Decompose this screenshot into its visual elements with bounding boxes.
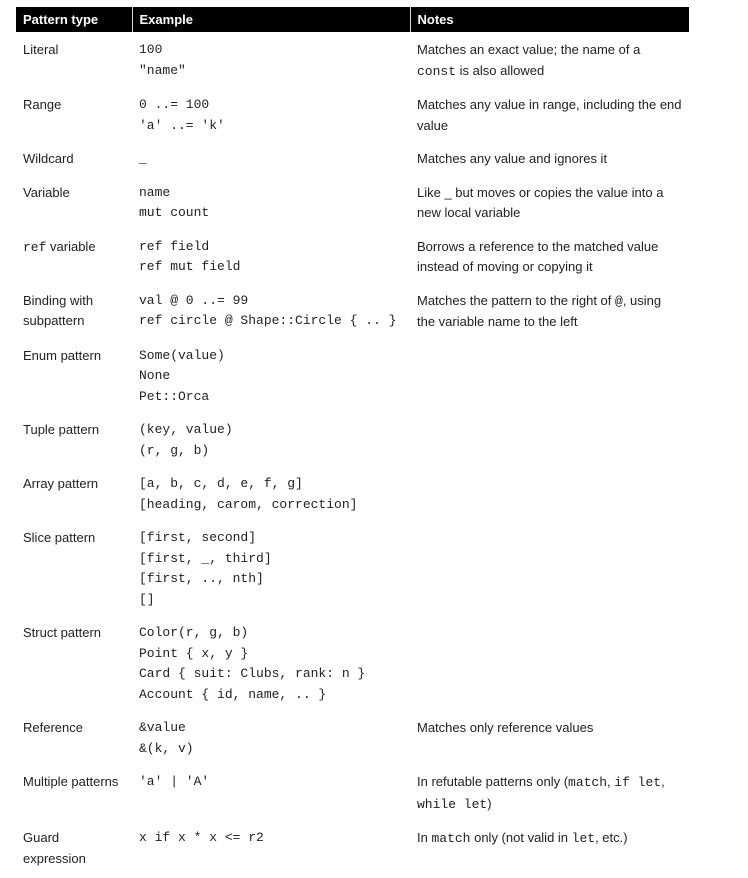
- notes-text: Matches only reference values: [417, 720, 594, 735]
- example-cell: [132, 87, 410, 141]
- table-row: [16, 32, 689, 87]
- notes-text: Like _ but moves or copies the value into a new local variable: [417, 184, 664, 220]
- notes-cell: [410, 175, 689, 229]
- pattern-type-cell: [16, 283, 132, 338]
- pattern-type-text: Literal: [23, 42, 59, 57]
- example-line: (r, g, b): [139, 442, 210, 458]
- example-line: 0 ..= 100: [139, 97, 210, 112]
- pattern-type-text: Array pattern: [23, 476, 99, 491]
- example-line: Point { x, y }: [139, 645, 249, 661]
- notes-text: ,: [661, 774, 665, 789]
- notes-cell: [410, 412, 689, 466]
- notes-text: , using the variable name to the left: [417, 292, 662, 329]
- pattern-type-cell: [16, 229, 132, 283]
- code-term: while let: [417, 796, 488, 812]
- example-line: Color(r, g, b): [139, 625, 249, 640]
- table-row: [16, 764, 689, 820]
- pattern-table: [16, 7, 689, 874]
- example-line: Some(value): [139, 347, 225, 363]
- example-line: 'a' ..= 'k': [139, 117, 225, 133]
- table-row: [16, 412, 689, 466]
- pattern-type-cell: [16, 710, 132, 764]
- code-term: let: [571, 831, 596, 846]
- example-cell: [132, 283, 410, 338]
- example-line: ref field: [139, 238, 210, 254]
- table-header: [16, 7, 689, 32]
- example-cell: [132, 520, 410, 615]
- notes-text: In: [417, 830, 432, 845]
- pattern-type-cell: [16, 141, 132, 175]
- notes-cell: [410, 820, 689, 874]
- code-term: @: [615, 293, 623, 309]
- example-line: Account { id, name, .. }: [139, 686, 327, 702]
- pattern-type-cell: [16, 412, 132, 466]
- pattern-type-text: Wildcard: [23, 151, 74, 166]
- example-cell: [132, 338, 410, 413]
- code-term: match: [431, 831, 471, 846]
- example-cell: [132, 615, 410, 710]
- pattern-type-text: Variable: [23, 184, 70, 200]
- pattern-type-cell: [16, 466, 132, 520]
- example-line: "name": [139, 62, 186, 78]
- example-line: &value: [139, 720, 186, 735]
- example-line: (key, value): [139, 422, 233, 437]
- notes-text: , etc.): [595, 830, 628, 845]
- example-cell: [132, 32, 410, 87]
- example-line: x if x * x <= r2: [139, 830, 264, 845]
- table-row: [16, 141, 689, 175]
- pattern-type-cell: [16, 32, 132, 87]
- table-row: [16, 338, 689, 413]
- example-cell: [132, 229, 410, 283]
- notes-text: is also allowed: [456, 62, 545, 78]
- example-line: 100: [139, 42, 163, 57]
- code-term: ref: [23, 239, 47, 255]
- notes-cell: [410, 283, 689, 338]
- code-term: if let: [614, 775, 662, 790]
- pattern-type-cell: [16, 820, 132, 874]
- notes-cell: [410, 229, 689, 283]
- pattern-type-text: Slice pattern: [23, 530, 96, 545]
- example-cell: [132, 412, 410, 466]
- code-term: match: [568, 775, 608, 790]
- pattern-type-cell: [16, 87, 132, 141]
- notes-cell: [410, 764, 689, 820]
- notes-cell: [410, 520, 689, 615]
- example-line: Card { suit: Clubs, rank: n }: [139, 666, 366, 681]
- pattern-type-cell: [16, 175, 132, 229]
- pattern-type-text: Reference: [23, 720, 83, 735]
- table-row: [16, 87, 689, 141]
- example-line: val @ 0 ..= 99: [139, 292, 249, 308]
- notes-text: Borrows a reference to the matched value instead of moving or copying it: [417, 238, 659, 274]
- example-cell: [132, 820, 410, 874]
- notes-cell: [410, 710, 689, 764]
- table-body: [16, 32, 689, 874]
- pattern-type-text: Tuple pattern: [23, 422, 100, 437]
- example-line: None: [139, 368, 171, 383]
- example-cell: [132, 710, 410, 764]
- notes-text: ,: [607, 774, 615, 789]
- notes-cell: [410, 141, 689, 175]
- example-line: ref circle @ Shape::Circle { .. }: [139, 313, 397, 328]
- header-pattern-type: Pattern type: [16, 7, 132, 32]
- pattern-type-text: Multiple patterns: [23, 774, 119, 789]
- example-cell: [132, 466, 410, 520]
- table-row: [16, 229, 689, 283]
- example-line: name: [139, 184, 171, 200]
- pattern-type-text: Binding with subpattern: [23, 292, 94, 328]
- example-line: mut count: [139, 205, 210, 220]
- example-line: [first, second]: [139, 530, 257, 545]
- code-term: const: [417, 63, 457, 79]
- example-line: Pet::Orca: [139, 388, 210, 404]
- notes-text: ): [487, 795, 492, 811]
- notes-cell: [410, 615, 689, 710]
- notes-cell: [410, 466, 689, 520]
- notes-cell: [410, 32, 689, 87]
- notes-text: Matches an exact value; the name of a: [417, 42, 641, 57]
- header-row: [16, 7, 689, 32]
- example-line: ref mut field: [139, 259, 241, 274]
- pattern-type-cell: [16, 764, 132, 820]
- pattern-type-text: Guard expression: [23, 830, 86, 866]
- pattern-type-text: Enum pattern: [23, 347, 102, 363]
- example-cell: [132, 764, 410, 820]
- example-line: [a, b, c, d, e, f, g]: [139, 476, 303, 491]
- example-line: _: [139, 151, 147, 166]
- notes-text: In refutable patterns only (: [417, 774, 569, 789]
- notes-text: Matches any value in range, including the end value: [417, 97, 682, 133]
- table-row: [16, 820, 689, 874]
- table-row: [16, 283, 689, 338]
- example-line: &(k, v): [139, 740, 194, 756]
- pattern-type-text: variable: [46, 238, 96, 254]
- example-cell: [132, 175, 410, 229]
- notes-text: Matches any value and ignores it: [417, 151, 608, 166]
- notes-text: Matches the pattern to the right of: [417, 292, 616, 308]
- example-line: 'a' | 'A': [139, 774, 210, 789]
- example-cell: [132, 141, 410, 175]
- example-line: [first, _, third]: [139, 550, 272, 566]
- header-notes: Notes: [410, 7, 689, 32]
- notes-cell: [410, 87, 689, 141]
- notes-cell: [410, 338, 689, 413]
- notes-text: only (not valid in: [470, 830, 572, 845]
- header-example: Example: [132, 7, 410, 32]
- pattern-type-cell: [16, 520, 132, 615]
- example-line: []: [139, 591, 155, 607]
- table-row: [16, 615, 689, 710]
- pattern-type-cell: [16, 338, 132, 413]
- pattern-type-cell: [16, 615, 132, 710]
- table-row: [16, 175, 689, 229]
- example-line: [heading, carom, correction]: [139, 496, 358, 512]
- pattern-type-text: Struct pattern: [23, 625, 102, 640]
- table-row: [16, 466, 689, 520]
- table-row: [16, 520, 689, 615]
- table-row: [16, 710, 689, 764]
- pattern-type-text: Range: [23, 97, 62, 112]
- example-line: [first, .., nth]: [139, 571, 264, 586]
